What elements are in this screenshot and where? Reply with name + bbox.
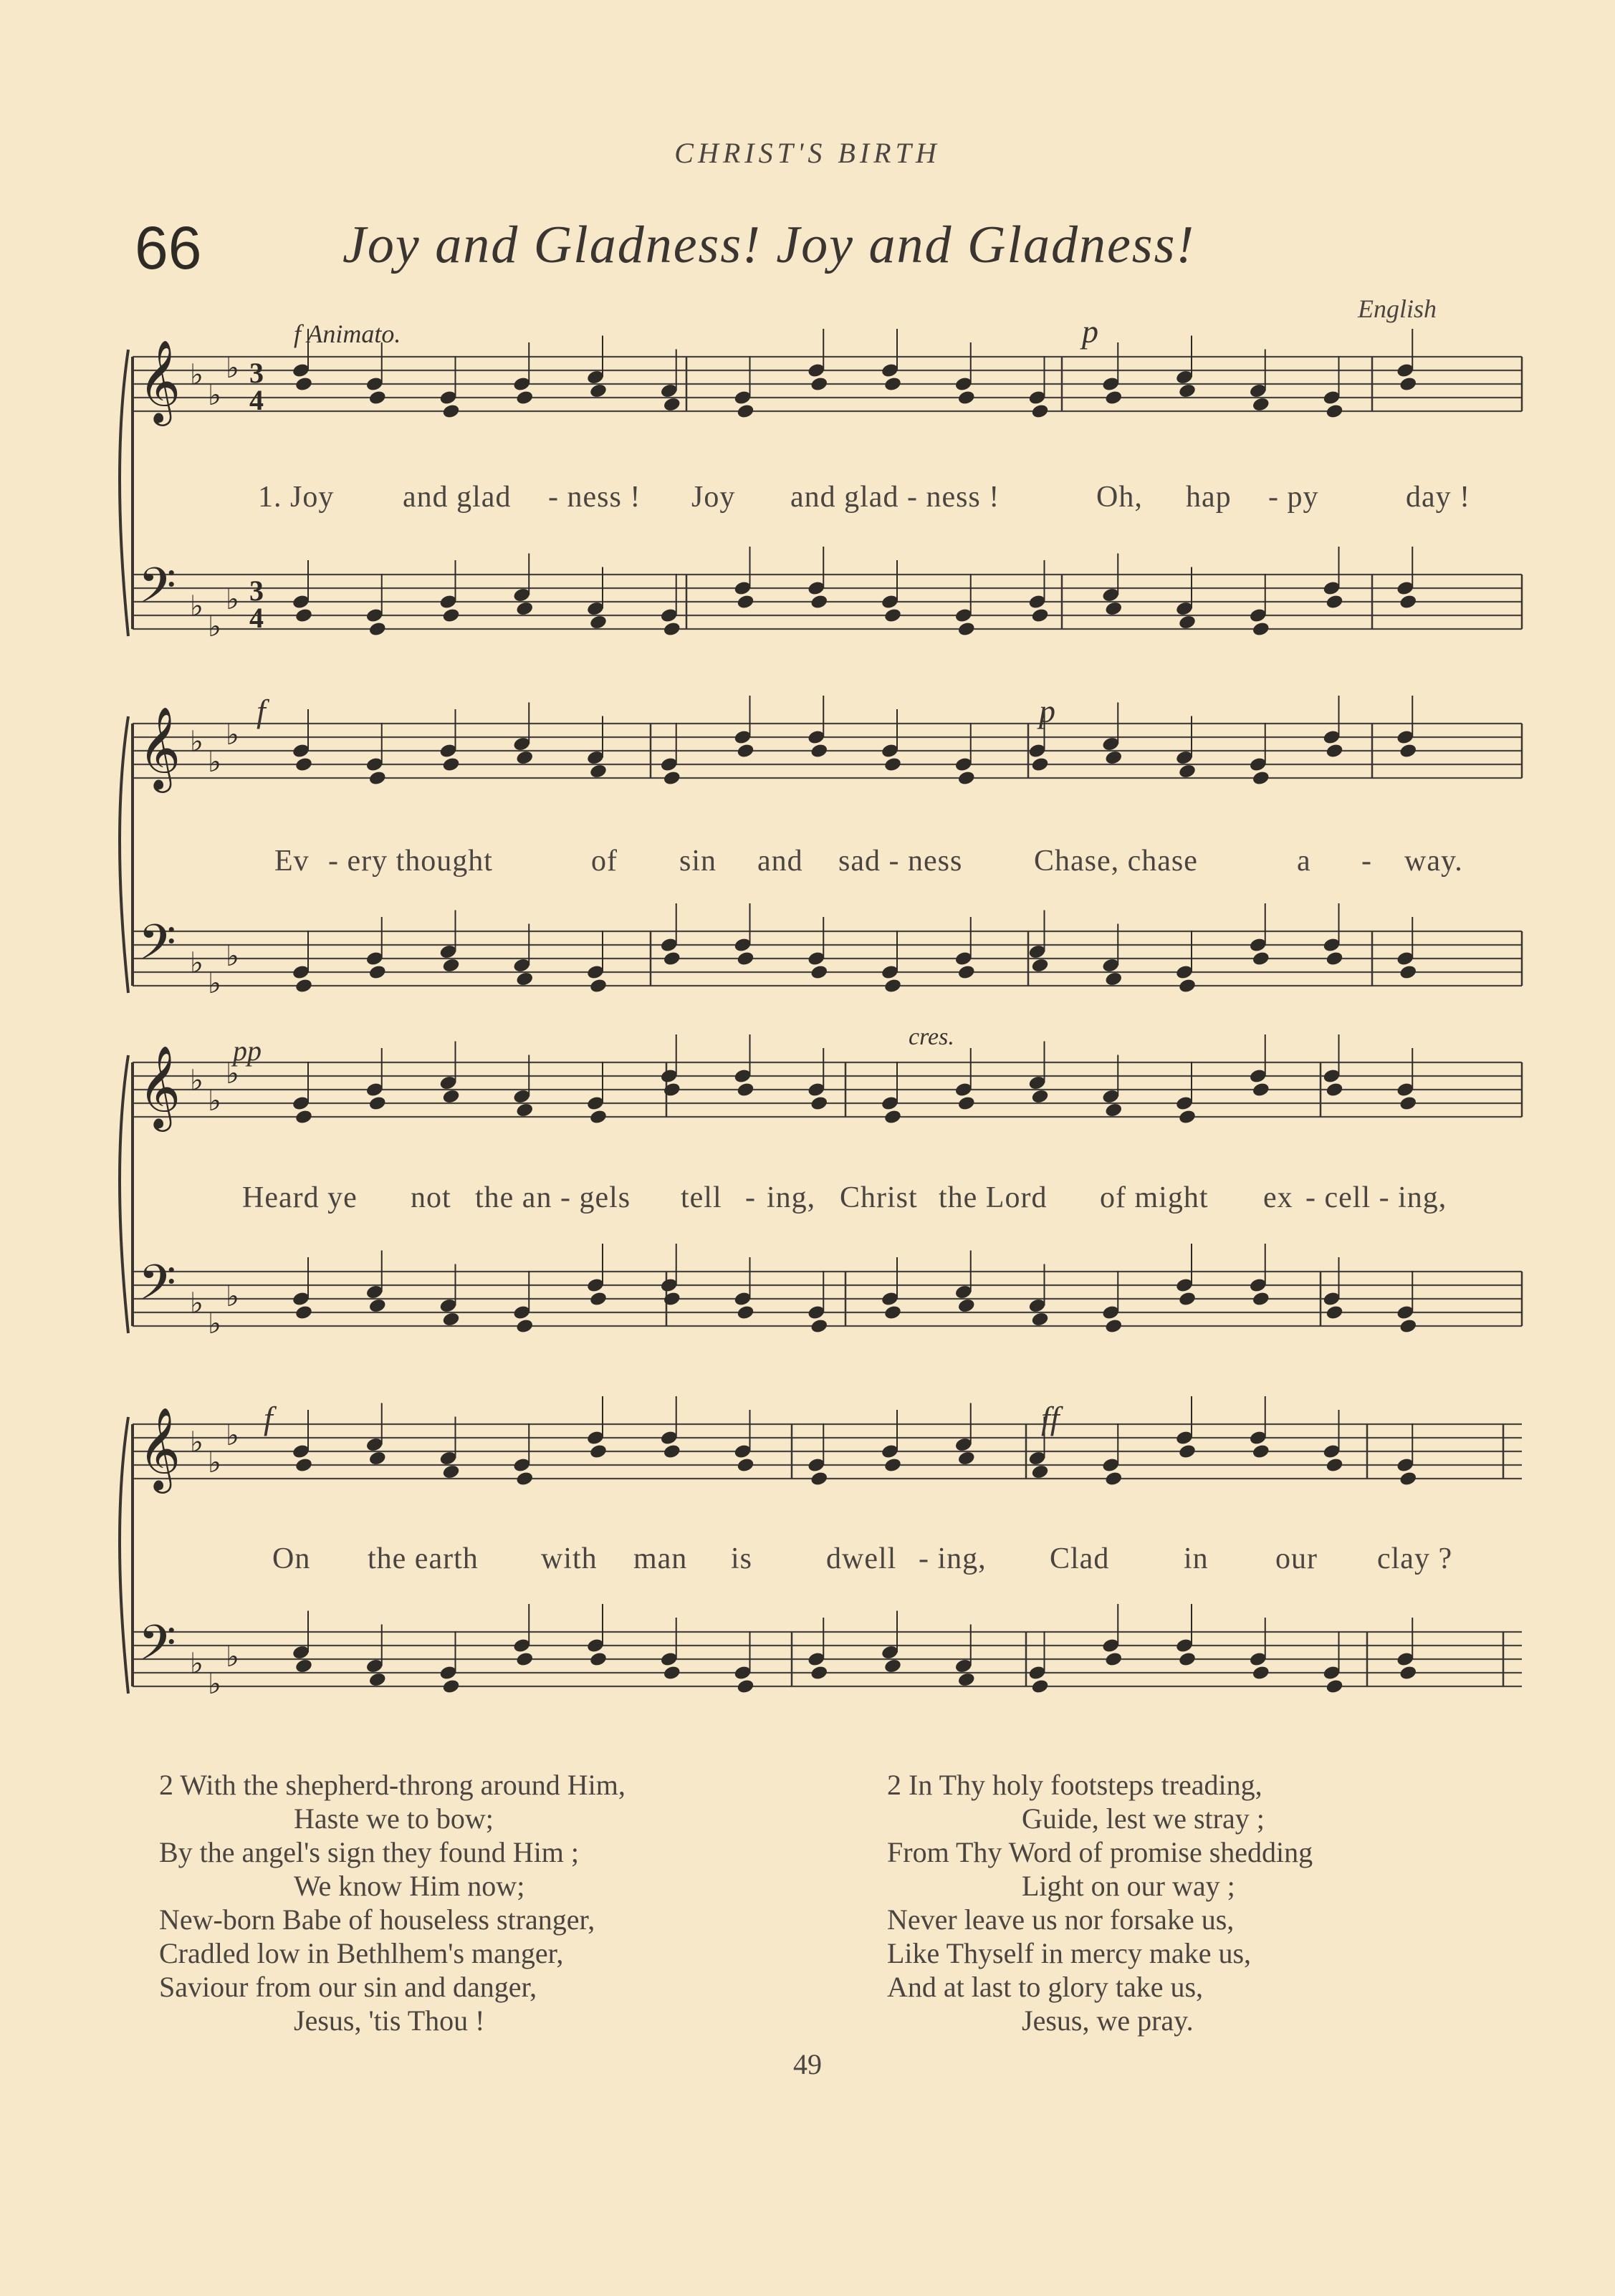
verse-line: 2 With the shepherd-throng around Him, xyxy=(159,1769,626,1801)
note-head xyxy=(663,1082,681,1098)
note-head xyxy=(957,1450,976,1466)
note-head xyxy=(368,1297,387,1314)
verse-line: New-born Babe of houseless stranger, xyxy=(159,1903,595,1936)
note-head xyxy=(736,743,754,759)
lyric-syllable: clay ? xyxy=(1377,1542,1453,1575)
time-signature: 3 xyxy=(249,357,264,390)
bass-clef-icon: 𝄢 xyxy=(138,915,176,983)
lyric-syllable: day ! xyxy=(1406,481,1471,514)
dynamic-mark: pp xyxy=(233,1034,262,1067)
verse-line: Cradled low in Bethlhem's manger, xyxy=(159,1937,564,1969)
lyric-syllable: - xyxy=(1361,845,1372,878)
lyric-line xyxy=(0,480,1615,523)
note-head xyxy=(368,964,387,981)
note-head xyxy=(1325,403,1343,420)
bass-clef-icon: 𝄢 xyxy=(138,1255,176,1323)
flat-icon: ♭ xyxy=(226,352,239,385)
note-head xyxy=(368,1450,387,1466)
note-head xyxy=(441,756,460,773)
lyric-syllable: ing, xyxy=(767,1181,816,1214)
note-head xyxy=(957,621,976,638)
note-head xyxy=(883,1109,902,1125)
lyric-syllable: Chase, chase xyxy=(1034,845,1198,878)
note-head xyxy=(810,376,828,393)
note-head xyxy=(515,1318,534,1335)
note-head xyxy=(736,1457,754,1474)
flat-icon: ♭ xyxy=(208,967,221,1000)
lyric-syllable: sad - ness xyxy=(838,845,963,878)
flat-icon: ♭ xyxy=(226,1057,239,1090)
note-head xyxy=(441,403,460,420)
note-head xyxy=(1252,951,1270,967)
lyric-syllable: the Lord xyxy=(939,1181,1048,1214)
note-head xyxy=(736,1305,754,1321)
note-head xyxy=(294,1305,313,1321)
note-head xyxy=(1325,951,1343,967)
note-head xyxy=(515,1102,534,1118)
note-head xyxy=(663,1291,681,1307)
lyric-syllable: - xyxy=(745,1181,756,1214)
staff-lines xyxy=(133,357,1522,1686)
note-head xyxy=(663,621,681,638)
note-head xyxy=(810,1665,828,1681)
note-head xyxy=(1399,1095,1417,1112)
note-head xyxy=(441,1464,460,1480)
lyric-syllable: and glad xyxy=(403,481,512,514)
flat-icon: ♭ xyxy=(208,1085,221,1118)
lyric-syllable: hap xyxy=(1186,481,1232,514)
note-head xyxy=(1178,1109,1197,1125)
note-head xyxy=(589,978,608,994)
note-head xyxy=(810,1318,828,1335)
note-head xyxy=(1178,1444,1197,1460)
lyric-syllable: Ev xyxy=(274,845,310,878)
note-head xyxy=(663,770,681,787)
note-head xyxy=(1030,756,1049,773)
lyric-syllable: - ing, xyxy=(919,1542,987,1575)
note-head xyxy=(441,1311,460,1327)
note-head xyxy=(736,1082,754,1098)
flat-icon: ♭ xyxy=(208,1668,221,1701)
note-head xyxy=(1104,1318,1123,1335)
lyric-syllable: the an - gels xyxy=(475,1181,631,1214)
time-signature: 3 xyxy=(249,575,264,607)
note-head xyxy=(589,1444,608,1460)
treble-clef-icon: 𝄞 xyxy=(138,1406,181,1490)
note-head xyxy=(589,614,608,630)
note-head xyxy=(883,1658,902,1674)
dynamic-mark: f xyxy=(257,693,266,729)
note-head xyxy=(589,1109,608,1125)
note-head xyxy=(1399,1318,1417,1335)
lyric-syllable: Clad xyxy=(1050,1542,1110,1575)
lyric-syllable: - ery thought xyxy=(328,845,493,878)
note-head xyxy=(1399,594,1417,610)
note-head xyxy=(663,951,681,967)
note-head xyxy=(883,1457,902,1474)
note-head xyxy=(1030,607,1049,624)
note-head xyxy=(663,396,681,413)
lyric-syllable: not xyxy=(411,1181,451,1214)
verse-line: We know Him now; xyxy=(294,1870,525,1902)
lyric-syllable: On xyxy=(272,1542,311,1575)
lyric-syllable: - py xyxy=(1268,481,1319,514)
note-head xyxy=(663,1665,681,1681)
note-head xyxy=(810,1095,828,1112)
note-head xyxy=(589,1291,608,1307)
note-head xyxy=(1178,978,1197,994)
verse-line: Haste we to bow; xyxy=(294,1802,494,1835)
treble-clef-icon: 𝄞 xyxy=(138,339,181,423)
verse-line: Saviour from our sin and danger, xyxy=(159,1971,537,2003)
note-head xyxy=(957,1095,976,1112)
lyric-syllable: Heard ye xyxy=(242,1181,358,1214)
flat-icon: ♭ xyxy=(208,379,221,412)
barlines xyxy=(651,357,1522,1686)
note-head xyxy=(1399,376,1417,393)
note-head xyxy=(515,971,534,987)
lyric-syllable: tell xyxy=(681,1181,722,1214)
note-head xyxy=(957,390,976,406)
flat-icon: ♭ xyxy=(226,940,239,973)
note-head xyxy=(1030,957,1049,974)
flat-icon: ♭ xyxy=(226,1641,239,1673)
note-head xyxy=(1030,1464,1049,1480)
bass-clef-icon: 𝄢 xyxy=(138,1615,176,1683)
note-head xyxy=(736,403,754,420)
note-head xyxy=(1178,383,1197,399)
note-head xyxy=(1104,1651,1123,1668)
lyric-syllable: a xyxy=(1297,845,1311,878)
note-head xyxy=(1252,621,1270,638)
verse-line: Jesus, we pray. xyxy=(1022,2004,1194,2037)
lyric-syllable: - ness ! xyxy=(548,481,641,514)
flat-icon: ♭ xyxy=(190,1426,203,1459)
verse-3 xyxy=(887,1768,1313,2037)
note-head xyxy=(957,1671,976,1688)
lyric-syllable: way. xyxy=(1404,845,1463,878)
note-head xyxy=(1178,763,1197,779)
note-head xyxy=(515,1651,534,1668)
note-head xyxy=(515,749,534,766)
note-head xyxy=(736,1678,754,1695)
note-head xyxy=(294,1457,313,1474)
note-head xyxy=(957,964,976,981)
dynamic-mark: f xyxy=(264,1400,273,1436)
lyric-line xyxy=(0,1181,1615,1224)
note-head xyxy=(1252,1291,1270,1307)
note-head xyxy=(368,1095,387,1112)
note-head xyxy=(1325,1305,1343,1321)
flat-icon: ♭ xyxy=(208,1307,221,1340)
notes xyxy=(292,329,1417,1694)
system-brackets xyxy=(120,350,133,1694)
note-head xyxy=(736,594,754,610)
flat-icon: ♭ xyxy=(226,719,239,751)
flat-icon: ♭ xyxy=(190,1647,203,1681)
verse-line: 2 In Thy holy footsteps treading, xyxy=(887,1769,1262,1801)
note-head xyxy=(957,770,976,787)
note-head xyxy=(736,951,754,967)
note-head xyxy=(589,1651,608,1668)
flat-icon: ♭ xyxy=(208,610,221,643)
note-head xyxy=(368,621,387,638)
note-head xyxy=(1104,749,1123,766)
note-head xyxy=(589,763,608,779)
lyric-syllable: 1. Joy xyxy=(258,481,335,514)
note-head xyxy=(294,978,313,994)
note-head xyxy=(1252,1082,1270,1098)
note-head xyxy=(1104,971,1123,987)
note-head xyxy=(589,383,608,399)
note-head xyxy=(441,1088,460,1105)
note-head xyxy=(1325,1082,1343,1098)
flat-icon: ♭ xyxy=(226,1419,239,1452)
note-head xyxy=(1399,964,1417,981)
note-head xyxy=(1178,1291,1197,1307)
lyric-syllable: and glad - ness ! xyxy=(790,481,1000,514)
lyric-syllable: in xyxy=(1184,1542,1209,1575)
lyric-syllable: ex xyxy=(1263,1181,1293,1214)
lyric-line xyxy=(0,1542,1615,1585)
note-head xyxy=(883,1305,902,1321)
verse-line: Guide, lest we stray ; xyxy=(1022,1802,1265,1835)
note-head xyxy=(1252,1665,1270,1681)
lyric-syllable: is xyxy=(731,1542,753,1575)
note-head xyxy=(294,607,313,624)
bass-clef-icon: 𝄢 xyxy=(138,558,176,626)
note-head xyxy=(1325,594,1343,610)
lyric-syllable: of xyxy=(591,845,618,878)
flat-icon: ♭ xyxy=(190,946,203,980)
tempo-marking: f Animato. xyxy=(294,320,401,348)
composer-attribution: English xyxy=(1358,294,1437,323)
lyric-syllable: Oh, xyxy=(1096,481,1143,514)
note-head xyxy=(1030,1311,1049,1327)
flat-icon: ♭ xyxy=(190,590,203,623)
verse-line: Light on our way ; xyxy=(1022,1870,1235,1902)
lyric-syllable: Christ xyxy=(840,1181,918,1214)
lyric-syllable: our xyxy=(1275,1542,1318,1575)
note-head xyxy=(294,756,313,773)
lyric-syllable: Joy xyxy=(691,481,736,514)
note-head xyxy=(294,1658,313,1674)
note-head xyxy=(810,594,828,610)
lyric-line xyxy=(0,844,1615,887)
note-head xyxy=(1030,1678,1049,1695)
flat-icon: ♭ xyxy=(208,1446,221,1479)
flat-icon: ♭ xyxy=(208,746,221,779)
clefs xyxy=(138,339,264,1701)
flat-icon: ♭ xyxy=(226,583,239,616)
note-head xyxy=(883,978,902,994)
hymn-title: Joy and Gladness! Joy and Gladness! xyxy=(342,216,1196,274)
note-head xyxy=(1325,743,1343,759)
note-head xyxy=(1399,1665,1417,1681)
note-head xyxy=(1104,390,1123,406)
note-head xyxy=(368,390,387,406)
lyric-syllable: of might xyxy=(1100,1181,1209,1214)
note-head xyxy=(1030,403,1049,420)
verse-line: From Thy Word of promise shedding xyxy=(887,1836,1313,1868)
flat-icon: ♭ xyxy=(190,725,203,759)
note-head xyxy=(1325,1678,1343,1695)
note-head xyxy=(1178,614,1197,630)
verse-line: Never leave us nor forsake us, xyxy=(887,1903,1235,1936)
lyric-syllable: the earth xyxy=(368,1542,479,1575)
note-head xyxy=(441,957,460,974)
running-head: CHRIST'S BIRTH xyxy=(674,137,941,169)
lyric-syllable: and xyxy=(757,845,803,878)
note-head xyxy=(1030,1088,1049,1105)
note-head xyxy=(1399,1471,1417,1487)
time-signature: 4 xyxy=(249,602,264,635)
note-head xyxy=(368,1671,387,1688)
hymn-number: 66 xyxy=(135,214,202,282)
verse-line: By the angel's sign they found Him ; xyxy=(159,1836,580,1868)
verse-line: And at last to glory take us, xyxy=(887,1971,1204,2003)
page-number: 49 xyxy=(793,2048,822,2080)
lyric-syllable: dwell xyxy=(826,1542,897,1575)
lyric-syllable: man xyxy=(633,1542,688,1575)
lyric-syllable: - cell - ing, xyxy=(1305,1181,1447,1214)
note-head xyxy=(883,376,902,393)
verse-line: Like Thyself in mercy make us, xyxy=(887,1937,1252,1969)
dynamic-mark: p xyxy=(1082,313,1098,350)
lyric-syllable: sin xyxy=(679,845,717,878)
dynamic-mark: cres. xyxy=(909,1024,954,1050)
note-head xyxy=(1252,770,1270,787)
note-head xyxy=(1178,1651,1197,1668)
treble-clef-icon: 𝄞 xyxy=(138,1044,181,1128)
note-head xyxy=(957,1297,976,1314)
note-head xyxy=(810,1471,828,1487)
note-head xyxy=(883,607,902,624)
note-head xyxy=(368,770,387,787)
dynamic-mark: ff xyxy=(1041,1400,1060,1436)
note-head xyxy=(883,756,902,773)
note-head xyxy=(1104,600,1123,617)
note-head xyxy=(1252,396,1270,413)
note-head xyxy=(1252,1444,1270,1460)
note-head xyxy=(1399,743,1417,759)
flat-icon: ♭ xyxy=(190,1287,203,1320)
time-signature: 4 xyxy=(249,384,264,417)
flat-icon: ♭ xyxy=(190,1064,203,1097)
note-head xyxy=(515,1471,534,1487)
note-head xyxy=(515,600,534,617)
lyric-syllable: with xyxy=(541,1542,598,1575)
treble-clef-icon: 𝄞 xyxy=(138,706,181,789)
note-head xyxy=(810,743,828,759)
note-head xyxy=(294,1109,313,1125)
note-head xyxy=(810,964,828,981)
dynamic-mark: p xyxy=(1039,693,1055,729)
flat-icon: ♭ xyxy=(190,358,203,392)
flat-icon: ♭ xyxy=(226,1280,239,1313)
note-head xyxy=(515,390,534,406)
note-head xyxy=(1325,1457,1343,1474)
note-head xyxy=(441,607,460,624)
note-head xyxy=(1104,1471,1123,1487)
note-head xyxy=(1104,1102,1123,1118)
note-head xyxy=(663,1444,681,1460)
verse-line: Jesus, 'tis Thou ! xyxy=(294,2004,485,2037)
note-head xyxy=(441,1678,460,1695)
verse-2 xyxy=(159,1768,626,2037)
note-head xyxy=(294,376,313,393)
